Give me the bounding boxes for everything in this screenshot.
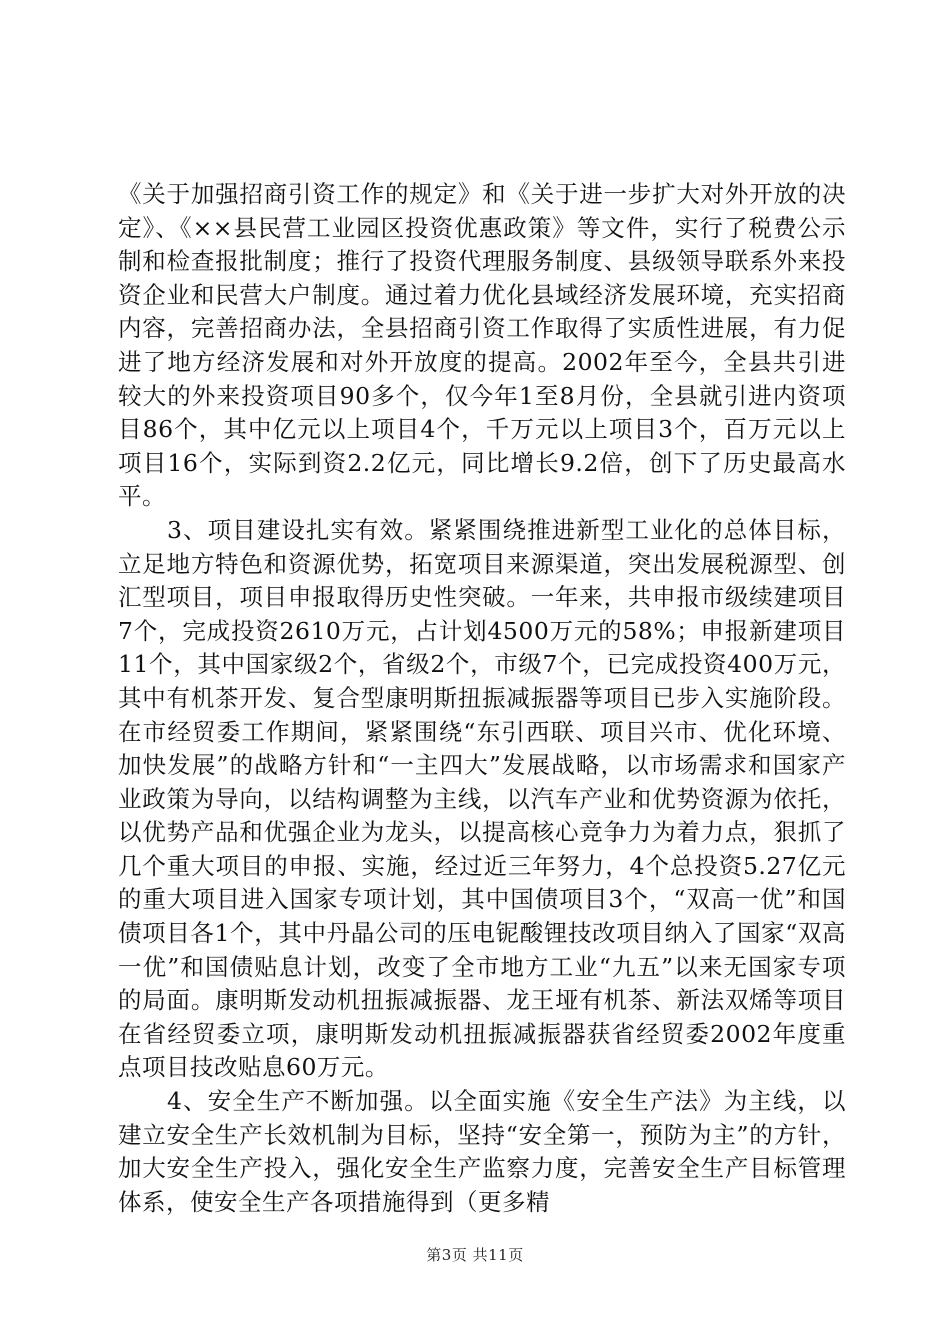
paragraph-continued: 《关于加强招商引资工作的规定》和《关于进一步扩大对外开放的决定》、《××县民营工业园区投资优惠政策》等文件，实行了税费公示制和检查报批制度；推行了投资代理服务制度、县级领导联系外来投资企业和民营大户制度。通过着力优化县域经济发展环境，充实招商内容，完善招商办法，全县招商引资工作取得了实质性进展，有力促进了地方经济发展和对外开放度的提高。2002年至今，全县共引进较大的外来投资项目90多个，仅今年1至8月份，全县就引进内资项目86个，其中亿元以上项目4个，千万元以上项目3个，百万元以上项目16个，实际到资2.2亿元，同比增长9.2倍，创下了历史最高水平。 — [118, 180, 846, 511]
page-number-footer: 第3页 共11页 — [426, 1246, 524, 1264]
paragraph-safety-production: 4、安全生产不断加强。以全面实施《安全生产法》为主线，以建立安全生产长效机制为目标，坚持“安全第一，预防为主”的方针，加大安全生产投入，强化安全生产监察力度，完善安全生产目标管理体系，使安全生产各项措施得到（更多精 — [118, 1087, 846, 1216]
document-body — [118, 178, 846, 1219]
paragraph-project-construction: 3、项目建设扎实有效。紧紧围绕推进新型工业化的总体目标，立足地方特色和资源优势，拓宽项目来源渠道，突出发展税源型、创汇型项目，项目申报取得历史性突破。一年来，共申报市级续建项目7个，完成投资2610万元，占计划4500万元的58%；申报新建项目11个，其中国家级2个，省级2个，市级7个，已完成投资400万元，其中有机茶开发、复合型康明斯扭振减振器等项目已步入实施阶段。在市经贸委工作期间，紧紧围绕“东引西联、项目兴市、优化环境、加快发展”的战略方针和“一主四大”发展战略，以市场需求和国家产业政策为导向，以结构调整为主线，以汽车产业和优势资源为依托，以优势产品和优强企业为龙头，以提高核心竞争力为着力点，狠抓了几个重大项目的申报、实施，经过近三年努力，4个总投资5.27亿元的重大项目进入国家专项计划，其中国债项目3个，“双高一优”和国债项目各1个，其中丹晶公司的压电铌酸锂技改项目纳入了国家“双高一优”和国债贴息计划，改变了全市地方工业“九五”以来无国家专项的局面。康明斯发动机扭振减振器、龙王垭有机茶、新法双烯等项目在省经贸委立项，康明斯发动机扭振减振器获省经贸委2002年度重点项目技改贴息60万元。 — [118, 515, 846, 1082]
